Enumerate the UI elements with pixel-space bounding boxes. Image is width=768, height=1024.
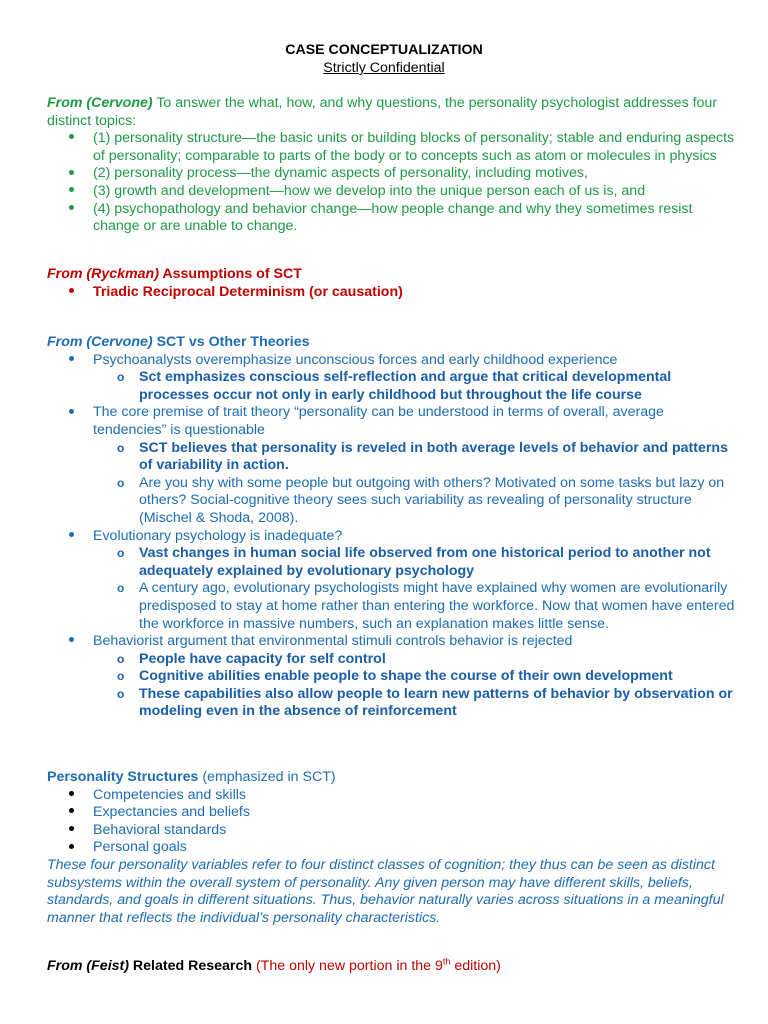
list-item: Evolutionary psychology is inadequate?	[47, 528, 737, 546]
sub-list-item: o These capabilities also allow people to learn new patterns of behavior by observation or modeling even in the absence of reinforcement	[117, 685, 733, 720]
sct-vs-section	[47, 334, 737, 721]
assumption-list	[47, 284, 737, 302]
list-item: Competencies and skills	[47, 787, 737, 805]
sub-list-item: o Cognitive abilities enable people to shape the course of their own development	[117, 668, 673, 685]
theory-list	[47, 352, 737, 721]
heading-text: Personality Structures	[47, 769, 199, 785]
heading-text: SCT vs Other Theories	[152, 334, 310, 350]
cervone-intro-section	[47, 95, 737, 236]
structures-heading	[47, 769, 737, 787]
cervone-intro-paragraph	[47, 95, 737, 130]
structures-section	[47, 769, 737, 927]
sub-list-item: o Vast changes in human social life observed from one historical period to another not adequately explained by evolutionary psychology	[117, 545, 711, 579]
topic-list	[47, 130, 737, 236]
source-label: From (Ryckman)	[47, 266, 159, 282]
list-item: Behaviorist argument that environmental stimuli controls behavior is rejected	[47, 633, 737, 651]
list-item: Expectancies and beliefs	[47, 804, 737, 822]
sub-list-item: o Sct emphasizes conscious self-reflection and argue that critical developmental processes occur not only in early childhood but throughout the life course	[117, 369, 672, 403]
sct-vs-heading	[47, 334, 737, 352]
ryckman-section	[47, 266, 737, 301]
list-item: The core premise of trait theory “personality can be understood in terms of overall, average tendencies” is questionable	[47, 404, 737, 439]
feist-section	[47, 958, 737, 976]
heading-text: Related Research	[128, 958, 253, 974]
list-item: Personal goals	[47, 839, 737, 857]
sub-list-item: o Are you shy with some people but outgoing with others? Motivated on some tasks but lazy on others? Social-cognitive theory sees such variability as revealing of personality structure (Mischel & Shoda, 2008).	[117, 474, 725, 526]
sub-list-item: o SCT believes that personality is reveled in both average levels of behavior and patterns of variability in action.	[117, 439, 728, 474]
list-item: (3) growth and development—how we develop into the unique person each of us is, and	[47, 183, 737, 201]
heading-note: (The only new portion in the 9th edition)	[252, 956, 501, 974]
list-item: Triadic Reciprocal Determinism (or causation)	[47, 284, 737, 302]
sub-list-item: o A century ago, evolutionary psychologists might have explained why women are evolutionarily predisposed to stay at home rather than entering the workforce. Now that women have entered the workforce in massive numbers, such an explanation makes little sense.	[117, 580, 735, 632]
heading-note: (emphasized in SCT)	[198, 769, 336, 785]
structures-list	[47, 787, 737, 857]
source-label: From (Cervone)	[47, 95, 153, 111]
source-label: From (Cervone)	[47, 334, 153, 350]
source-label: From (Feist)	[47, 958, 129, 974]
intro-text: To answer the what, how, and why questions, the personality psychologist addresses four distinct topics:	[47, 95, 718, 129]
document-title: CASE CONCEPTUALIZATION	[285, 42, 483, 58]
list-item: (4) psychopathology and behavior change—how people change and why they sometimes resist change or are unable to change.	[47, 201, 737, 236]
document-subtitle: Strictly Confidential	[323, 60, 445, 76]
list-item: (1) personality structure—the basic units or building blocks of personality; stable and enduring aspects of personality; comparable to parts of the body or to concepts such as atom or molecules in physics	[47, 130, 737, 165]
sub-list-item: o People have capacity for self control	[117, 650, 386, 667]
list-item: Behavioral standards	[47, 822, 737, 840]
ryckman-heading	[47, 266, 737, 284]
structures-paragraph: These four personality variables refer to four distinct classes of cognition; they thus can be seen as distinct subsystems within the overall system of personality. Any given person may have different skills, beliefs, standards, and goals in different situations. Thus, behavior naturally varies across situations in a meaningful manner that reflects the individual’s personality characteristics.	[47, 856, 724, 926]
list-item: Psychoanalysts overemphasize unconscious forces and early childhood experience	[47, 352, 737, 370]
list-item: (2) personality process—the dynamic aspects of personality, including motives,	[47, 165, 737, 183]
heading-text: Assumptions of SCT	[158, 266, 302, 282]
